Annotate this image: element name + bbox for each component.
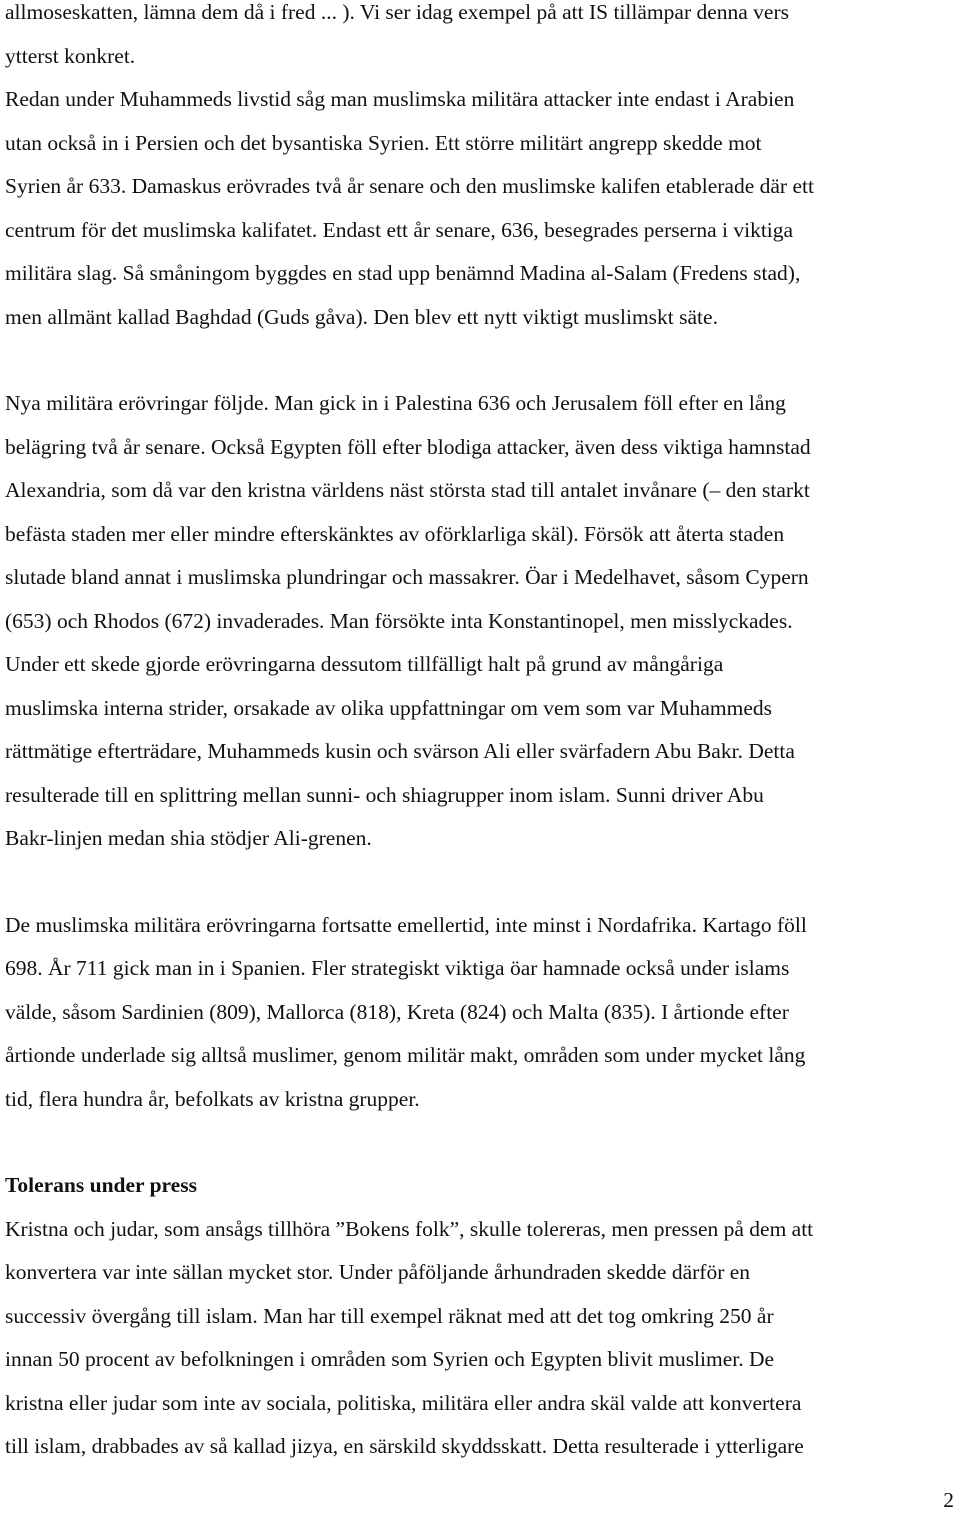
text-line: successiv övergång till islam. Man har till exempel räknat med att det tog omkring 250 år <box>5 1303 774 1328</box>
text-line: centrum för det muslimska kalifatet. Endast ett år senare, 636, besegrades perserna i viktiga <box>5 217 794 242</box>
text-line: slutade bland annat i muslimska plundringar och massakrer. Öar i Medelhavet, såsom Cypern <box>5 565 809 589</box>
page-number: 2 <box>943 1488 954 1512</box>
section-heading: Tolerans under press <box>5 1173 197 1197</box>
text-line: Alexandria, som då var den kristna världens näst största stad till antalet invånare (– den starkt <box>5 478 810 502</box>
text-line: ytterst konkret. <box>5 43 136 68</box>
text-line: men allmänt kallad Baghdad (Guds gåva). Den blev ett nytt viktigt muslimskt säte. <box>5 304 718 329</box>
text-line: belägring två år senare. Också Egypten föll efter blodiga attacker, även dess viktiga hamnstad <box>5 434 811 459</box>
blank-line <box>5 1128 957 1171</box>
text-line: tid, flera hundra år, befolkats av kristna grupper. <box>5 1086 420 1111</box>
text-line: resulterade till en splittring mellan sunni- och shiagrupper inom islam. Sunni driver Abu <box>5 782 764 807</box>
text-line: Under ett skede gjorde erövringarna dessutom tillfälligt halt på grund av mångåriga <box>5 652 724 676</box>
text-line: Syrien år 633. Damaskus erövrades två år senare och den muslimske kalifen etablerade där ett <box>5 174 814 198</box>
text-line: muslimska interna strider, orsakade av olika uppfattningar om vem som var Muhammeds <box>5 695 772 720</box>
text-line: årtionde underlade sig alltså muslimer, genom militär makt, områden som under mycket lång <box>5 1043 806 1067</box>
text-line: Redan under Muhammeds livstid såg man muslimska militära attacker inte endast i Arabien <box>5 87 795 111</box>
text-line: kristna eller judar som inte av sociala, politiska, militära eller andra skäl valde att konvertera <box>5 1390 802 1415</box>
text-line: allmoseskatten, lämna dem då i fred ... ). Vi ser idag exempel på att IS tillämpar denna vers <box>5 0 790 24</box>
blank-line <box>5 346 957 389</box>
text-line: Kristna och judar, som ansågs tillhöra ”Bokens folk”, skulle tolereras, men pressen på dem att <box>5 1216 814 1241</box>
text-line: (653) och Rhodos (672) invaderades. Man försökte inta Konstantinopel, men misslyckades. <box>5 608 793 633</box>
text-line: utan också in i Persien och det bysantiska Syrien. Ett större militärt angrepp skedde mot <box>5 130 762 155</box>
text-line: 698. År 711 gick man in i Spanien. Fler strategiskt viktiga öar hamnade också under islams <box>5 956 790 980</box>
text-line: Bakr-linjen medan shia stödjer Ali-grenen. <box>5 826 372 850</box>
document-page <box>5 0 957 1476</box>
text-line: rättmätige efterträdare, Muhammeds kusin och svärson Ali eller svärfadern Abu Bakr. Detta <box>5 739 795 763</box>
text-line: befästa staden mer eller mindre efterskänktes av oförklarliga skäl). Försök att återta staden <box>5 521 785 546</box>
text-line: välde, såsom Sardinien (809), Mallorca (818), Kreta (824) och Malta (835). I årtionde efter <box>5 999 789 1024</box>
text-line: konvertera var inte sällan mycket stor. Under påföljande århundraden skedde därför en <box>5 1260 751 1284</box>
text-line: militära slag. Så småningom byggdes en stad upp benämnd Madina al-Salam (Fredens stad), <box>5 261 801 285</box>
text-line: till islam, drabbades av så kallad jizya, en särskild skyddsskatt. Detta resulterade i ytterligare <box>5 1434 804 1458</box>
text-line: innan 50 procent av befolkningen i områden som Syrien och Egypten blivit muslimer. De <box>5 1347 775 1371</box>
blank-line <box>5 868 957 911</box>
text-line: Nya militära erövringar följde. Man gick in i Palestina 636 och Jerusalem föll efter en lång <box>5 391 786 415</box>
text-line: De muslimska militära erövringarna fortsatte emellertid, inte minst i Nordafrika. Kartago föll <box>5 912 807 937</box>
